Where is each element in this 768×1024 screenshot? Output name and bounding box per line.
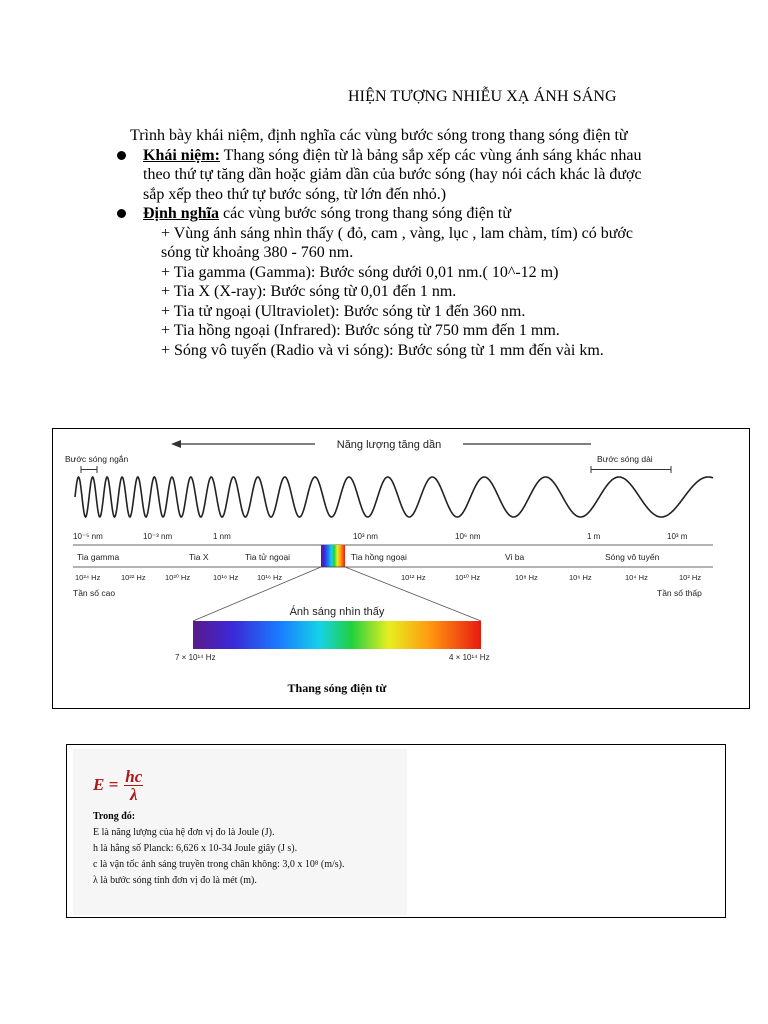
short-wave-label: Bước sóng ngắn: [65, 454, 129, 464]
concept-term: Khái niệm:: [143, 146, 220, 164]
band-label: Tia tử ngoại: [245, 552, 291, 562]
spectrum-diagram: [53, 429, 749, 708]
visible-left-frequency: 7 × 10¹⁴ Hz: [175, 653, 216, 662]
band-label: Vi ba: [505, 552, 525, 562]
long-wave-marker: [591, 466, 671, 473]
bullet-concept: [116, 146, 656, 205]
wavelength-ticks: [73, 532, 688, 541]
frequency-tick: 10²⁴ Hz: [75, 573, 101, 582]
bullet-definition: [116, 204, 656, 224]
formula-lhs: E =: [93, 775, 119, 794]
wavelength-tick: 10³ nm: [353, 532, 378, 541]
definition-item: + Tia tử ngoại (Ultraviolet): Bước sóng từ 1 đến 360 nm.: [161, 302, 526, 320]
definition-text: các vùng bước sóng trong thang sóng điện từ: [219, 205, 512, 222]
frequency-tick: 10¹⁸ Hz: [213, 573, 239, 582]
definition-item: + Tia gamma (Gamma): Bước sóng dưới 0,01 nm.( 10^-12 m): [161, 263, 559, 281]
high-frequency-label: Tần số cao: [73, 588, 116, 598]
wavelength-tick: 10⁻⁵ nm: [73, 532, 103, 541]
energy-formula: [93, 763, 407, 807]
formula-line: c là vận tốc ánh sáng truyền trong chân không: 3,0 x 10⁸ (m/s).: [93, 859, 345, 870]
wavelength-tick: 1 m: [587, 532, 601, 541]
band-labels: [77, 552, 660, 562]
definition-term: Định nghĩa: [143, 205, 220, 222]
visible-light-label: Ánh sáng nhìn thấy: [289, 606, 385, 618]
frequency-tick: 10¹⁰ Hz: [455, 573, 481, 582]
bullet-dot-icon: [117, 151, 126, 160]
frequency-tick: 10²⁰ Hz: [165, 573, 191, 582]
intro-text: Trình bày khái niệm, định nghĩa các vùng bước sóng trong thang sóng điện từ: [130, 127, 628, 144]
formula-fraction: [124, 768, 143, 803]
frequency-tick: 10² Hz: [679, 573, 702, 582]
low-frequency-label: Tần số thấp: [657, 588, 702, 598]
visible-spectrum-bar: [193, 621, 481, 649]
definition-item: + Sóng vô tuyến (Radio và vi sóng): Bước sóng từ 1 mm đến vài km.: [161, 341, 604, 359]
wavelength-tick: 10⁶ nm: [455, 532, 481, 541]
formula-numerator: hc: [125, 766, 143, 786]
short-wave-marker: [81, 466, 97, 473]
frequency-tick: 10¹² Hz: [401, 573, 426, 582]
definition-item: + Vùng ánh sáng nhìn thấy ( đỏ, cam , vàng, lục , lam chàm, tím) có bước sóng từ khoảng 380 - 760 nm.: [161, 224, 633, 261]
band-label: Tia gamma: [77, 552, 120, 562]
formula-line: λ là bước sóng tính đơn vị đo là mét (m).: [93, 875, 257, 886]
formula-panel: [73, 749, 407, 915]
bullet-dot-icon: [117, 209, 126, 218]
energy-arrow-head-icon: [171, 440, 181, 448]
visible-band-swatch: [321, 545, 345, 567]
spectrum-figure: [52, 428, 750, 709]
definition-list: [116, 224, 656, 361]
frequency-tick: 10⁶ Hz: [569, 573, 592, 582]
document-body: [116, 126, 656, 360]
frequency-tick: 10⁴ Hz: [625, 573, 648, 582]
energy-label: Năng lượng tăng dần: [336, 439, 442, 451]
page-title: HIỆN TƯỢNG NHIỄU XẠ ÁNH SÁNG: [348, 88, 617, 105]
wavelength-tick: 1 nm: [213, 532, 231, 541]
formula-figure: [66, 744, 726, 918]
wave-curve: [75, 477, 713, 517]
band-label: Sóng vô tuyến: [605, 552, 660, 562]
definition-item: + Tia X (X-ray): Bước sóng từ 0,01 đến 1 nm.: [161, 283, 457, 300]
long-wave-label: Bước sóng dài: [597, 454, 653, 464]
frequency-tick: 10²² Hz: [121, 573, 146, 582]
concept-text: Thang sóng điện từ là bảng sắp xếp các vùng ánh sáng khác nhau theo thứ tự tăng dần hoặc giảm dần của bước sóng (hay nói cách khác là được sắp xếp theo thứ tự bước sóng, từ lớn đến nhỏ.): [143, 146, 642, 203]
frequency-ticks: [75, 573, 701, 582]
wavelength-tick: 10⁻³ nm: [143, 532, 173, 541]
formula-line: h là hằng số Planck: 6,626 x 10-34 Joule giây (J s).: [93, 843, 298, 854]
frequency-tick: 10¹⁶ Hz: [257, 573, 283, 582]
visible-right-frequency: 4 × 10¹⁴ Hz: [449, 653, 490, 662]
formula-line: E là năng lượng của hệ đơn vị đo là Joule (J).: [93, 827, 275, 838]
figure-caption: Thang sóng điện từ: [287, 681, 387, 695]
band-label: Tia X: [189, 552, 209, 562]
definition-item: + Tia hồng ngoại (Infrared): Bước sóng từ 750 mm đến 1 mm.: [161, 322, 560, 339]
wavelength-tick: 10³ m: [667, 532, 688, 541]
formula-denominator: λ: [130, 784, 138, 804]
formula-where: Trong đó:: [93, 811, 136, 822]
band-label: Tia hồng ngoại: [351, 552, 407, 562]
frequency-tick: 10⁸ Hz: [515, 573, 538, 582]
